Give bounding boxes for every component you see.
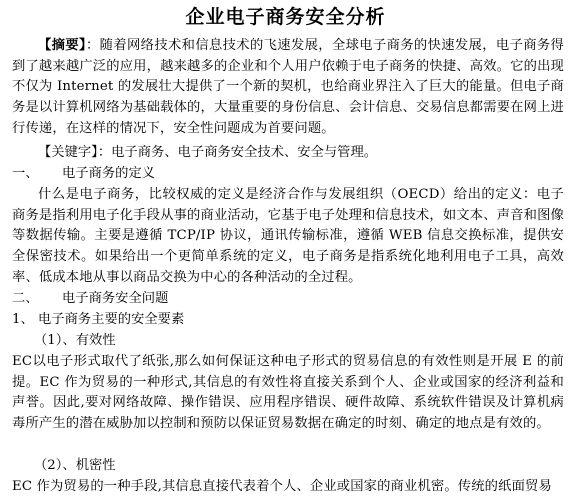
subsection-heading-1 [12,310,564,331]
abstract-text: ：随着网络技术和信息技术的飞速发展，全球电子商务的快速发展，电子商务得到了越来越广泛的应用，越来越多的企业和个人用户依赖于电子商务的快捷、高效。它的出现不仅为 Internet 的发展壮大提供了一个新的契机，也给商业界注入了巨大的能量。但电子商务是以计算机网络为基础载体的，大量重要的身份信息、会计信息、交易信息都需要在网上进行传递，在这样的情况下，安全性问题成为首要问题。 [12,38,565,136]
section-title: 电子商务安全问题 [62,291,169,306]
keywords-text: ：电子商务、电子商务安全技术、安全与管理。 [97,145,378,160]
item-heading-validity [12,331,564,352]
document-title: 企业电子商务安全分析 [185,6,386,28]
item-heading-confidentiality [12,456,564,477]
keywords-label: 【关键字】 [38,145,98,160]
section-heading-1 [12,164,564,185]
item-title: （2）、机密性 [34,458,116,473]
subsection-number: 1、 [12,312,34,327]
section-heading-2 [12,289,564,310]
definition-paragraph: 什么是电子商务，比较权威的定义是经济合作与发展组织（OECD）给出的定义：电子商务是指利用电子化手段从事的商业活动，它基于电子处理和信息技术，如文本、声音和图像等数据传输。主要是遵循 TCP/IP 协议，通讯传输标准，遵循 WEB 信息交换标准，提供安全保密技术。如果给出一个更简单系统的定义，电子商务是指系统化地利用电子工具，高效率、低成本地从事以商品交换为中心的各种活动的全过程。 [12,187,564,285]
subsection-title: 电子商务主要的安全要素 [38,312,185,327]
confidentiality-paragraph: EC 作为贸易的一种手段,其信息直接代表着个人、企业或国家的商业机密。传统的纸面贸易 [12,479,552,494]
section-number: 二、 [12,291,39,306]
abstract-paragraph [12,36,564,140]
validity-paragraph: EC以电子形式取代了纸张,那么如何保证这种电子形式的贸易信息的有效性则是开展 E 的前提。EC 作为贸易的一种形式,其信息的有效性将直接关系到个人、企业或国家的经济利益和声誉。因此,要对网络故障、操作错误、应用程序错误、硬件故障、系统软件错误及计算机病毒所产生的潜在威胁加以控制和预防以保证贸易数据在确定的时刻、确定的地点是有效的。 [12,354,564,432]
item-title: （1）、有效性 [34,333,116,348]
section-number: 一、 [12,166,39,181]
abstract-label: 【摘要】 [38,38,87,53]
keywords-line [12,143,564,164]
section-title: 电子商务的定义 [62,166,156,181]
